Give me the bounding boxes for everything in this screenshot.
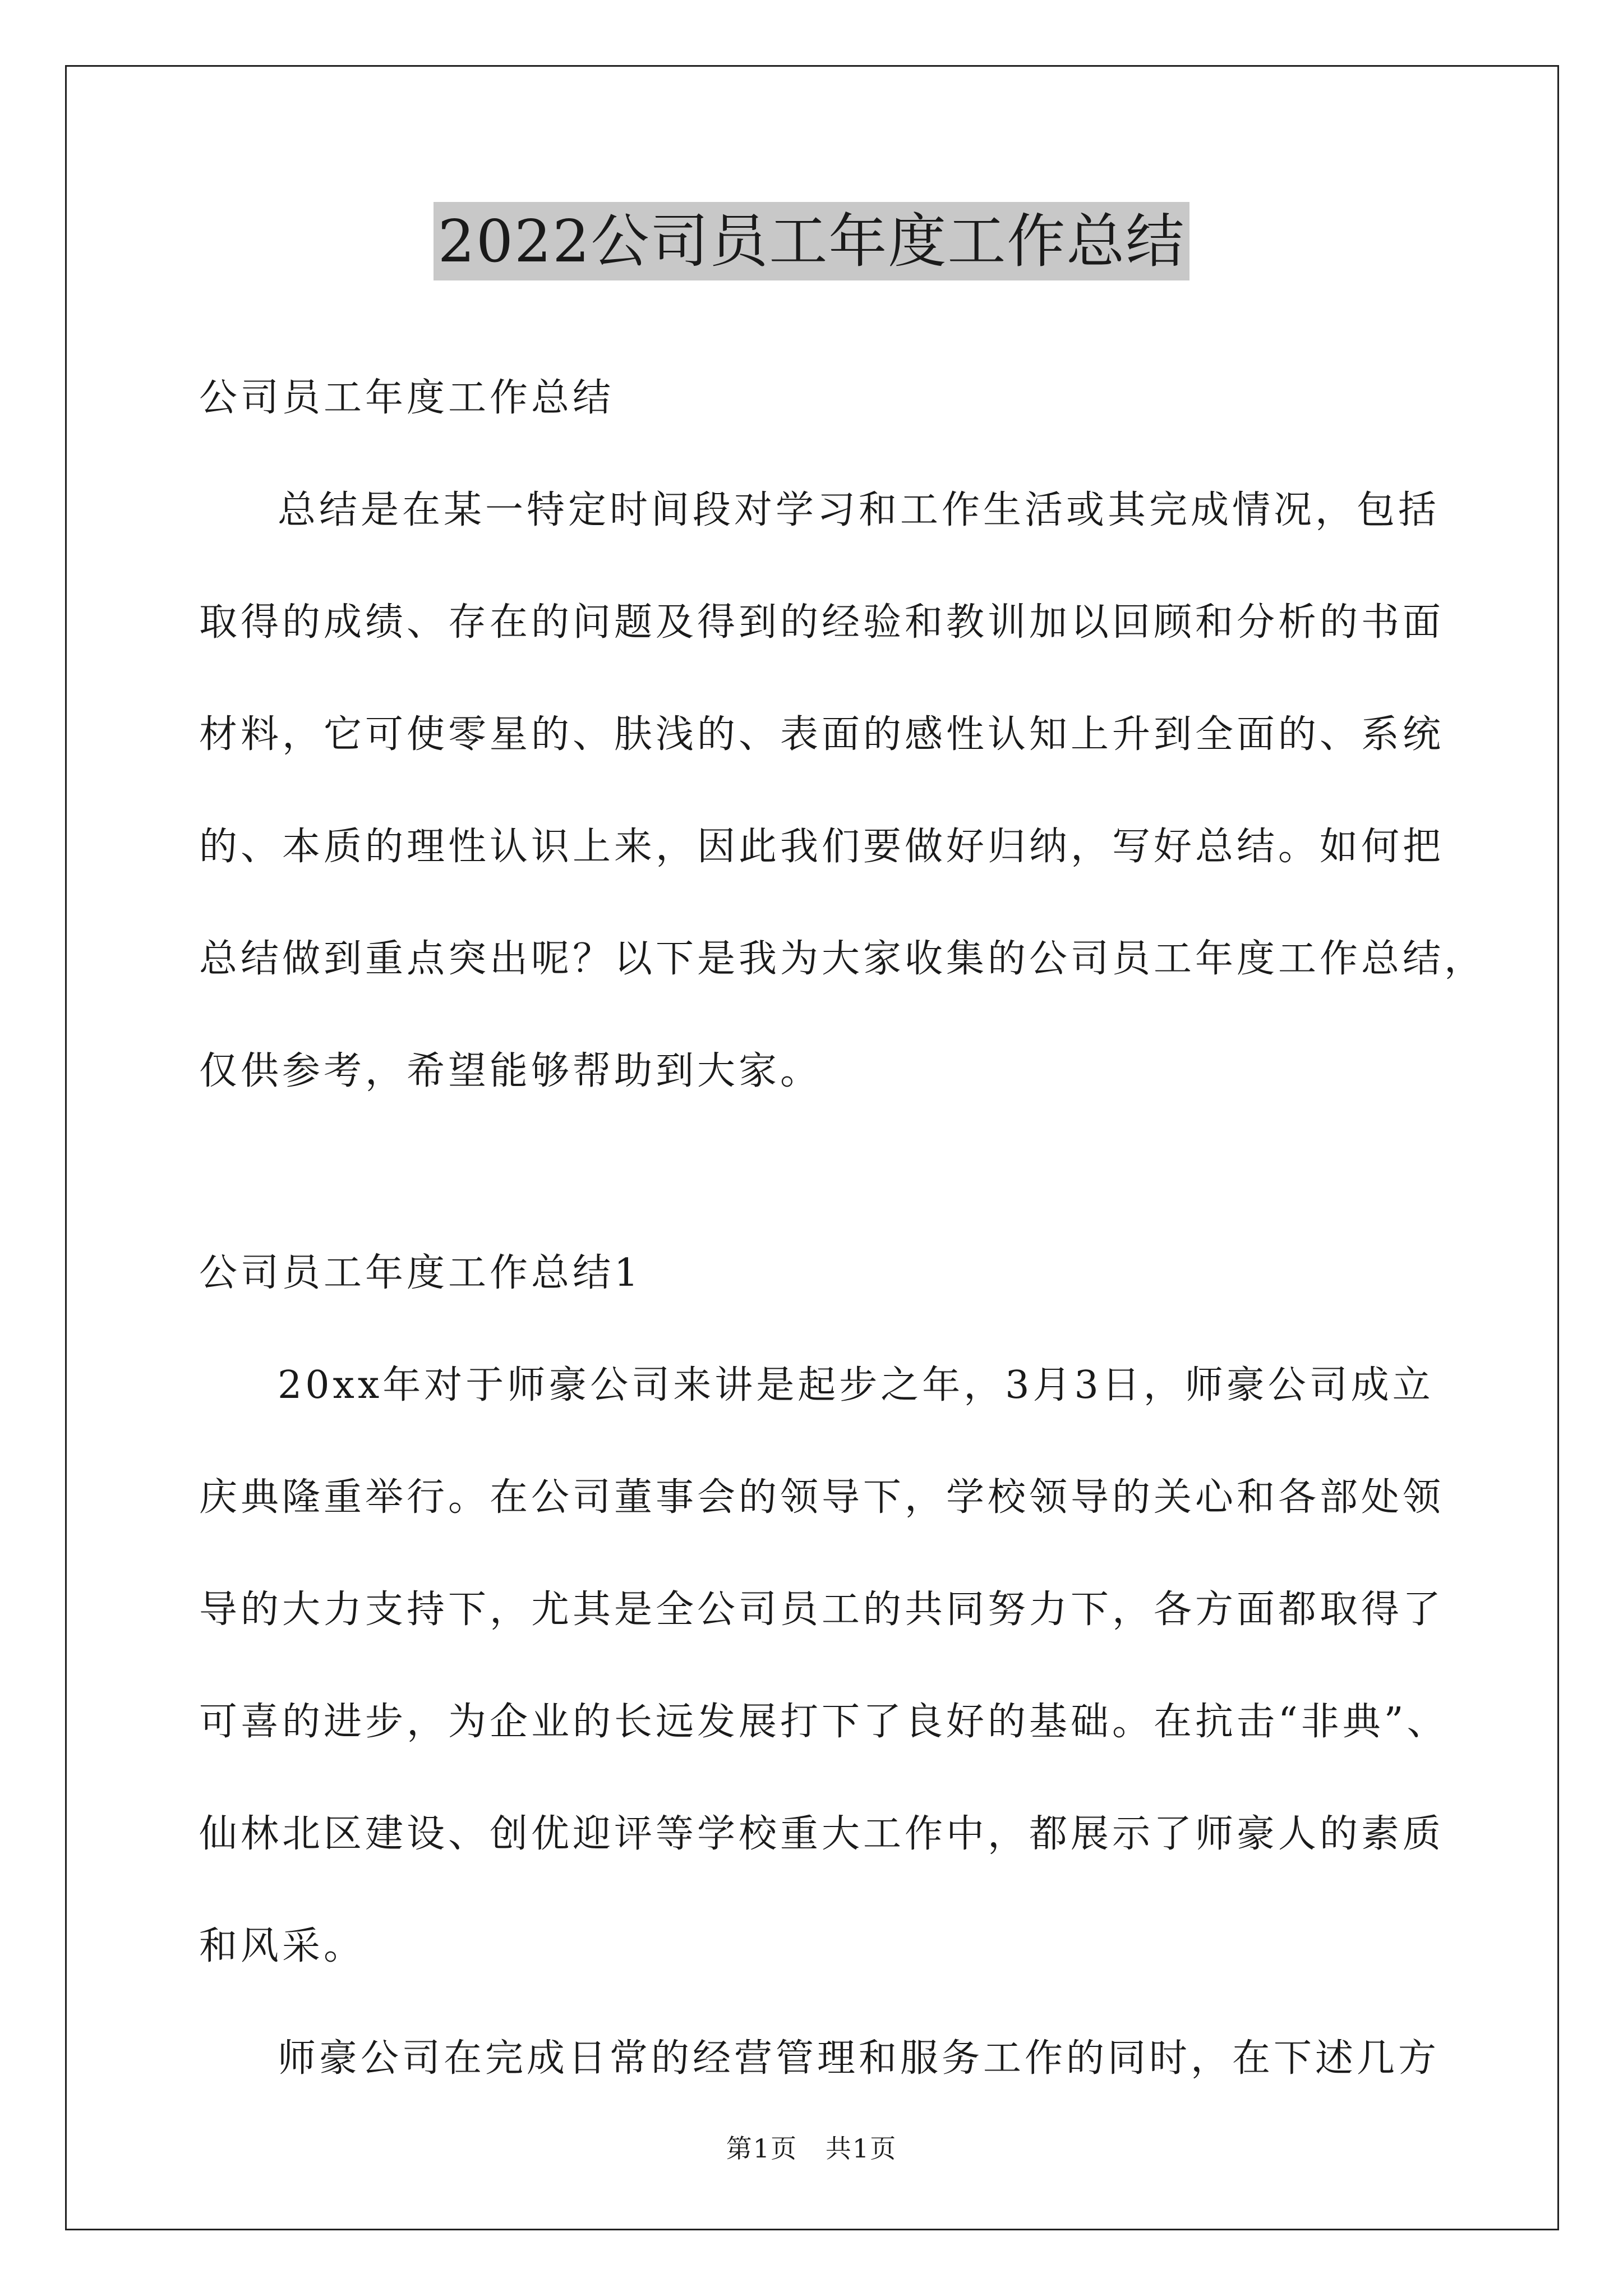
page-footer	[0, 2132, 1623, 2165]
section-heading: 公司员工年度工作总结1	[199, 1251, 642, 1295]
subtitle: 公司员工年度工作总结	[199, 376, 615, 420]
page-number: 第1页 共1页	[726, 2133, 897, 2164]
section-line: 庆典隆重举行。在公司董事会的领导下，学校领导的关心和各部处领	[199, 1475, 1445, 1520]
paragraph-gap	[199, 1128, 1450, 1217]
document-title: 2022公司员工年度工作总结	[434, 202, 1190, 280]
section-line: 20xx年对于师豪公司来讲是起步之年，3月3日，师豪公司成立	[278, 1363, 1434, 1407]
intro-line: 的、本质的理性认识上来，因此我们要做好归纳，写好总结。如何把	[199, 825, 1445, 869]
document-body	[199, 342, 1486, 2115]
intro-line: 总结做到重点突出呢？以下是我为大家收集的公司员工年度工作总结，	[199, 937, 1486, 981]
section-line: 和风采。	[199, 1924, 366, 1968]
section-line: 仙林北区建设、创优迎评等学校重大工作中，都展示了师豪人的素质	[199, 1812, 1445, 1856]
intro-line: 取得的成绩、存在的问题及得到的经验和教训加以回顾和分析的书面	[199, 600, 1445, 645]
section-paragraph-2-line: 师豪公司在完成日常的经营管理和服务工作的同时，在下述几方	[278, 2036, 1440, 2081]
section-line: 导的大力支持下，尤其是全公司员工的共同努力下，各方面都取得了	[199, 1588, 1445, 1632]
title-wrapper	[0, 202, 1623, 280]
intro-line: 总结是在某一特定时间段对学习和工作生活或其完成情况，包括	[278, 488, 1440, 532]
intro-line: 材料，它可使零星的、肤浅的、表面的感性认知上升到全面的、系统	[199, 712, 1445, 757]
intro-line: 仅供参考，希望能够帮助到大家。	[199, 1049, 822, 1093]
section-line: 可喜的进步，为企业的长远发展打下了良好的基础。在抗击“非典”、	[199, 1700, 1449, 1744]
